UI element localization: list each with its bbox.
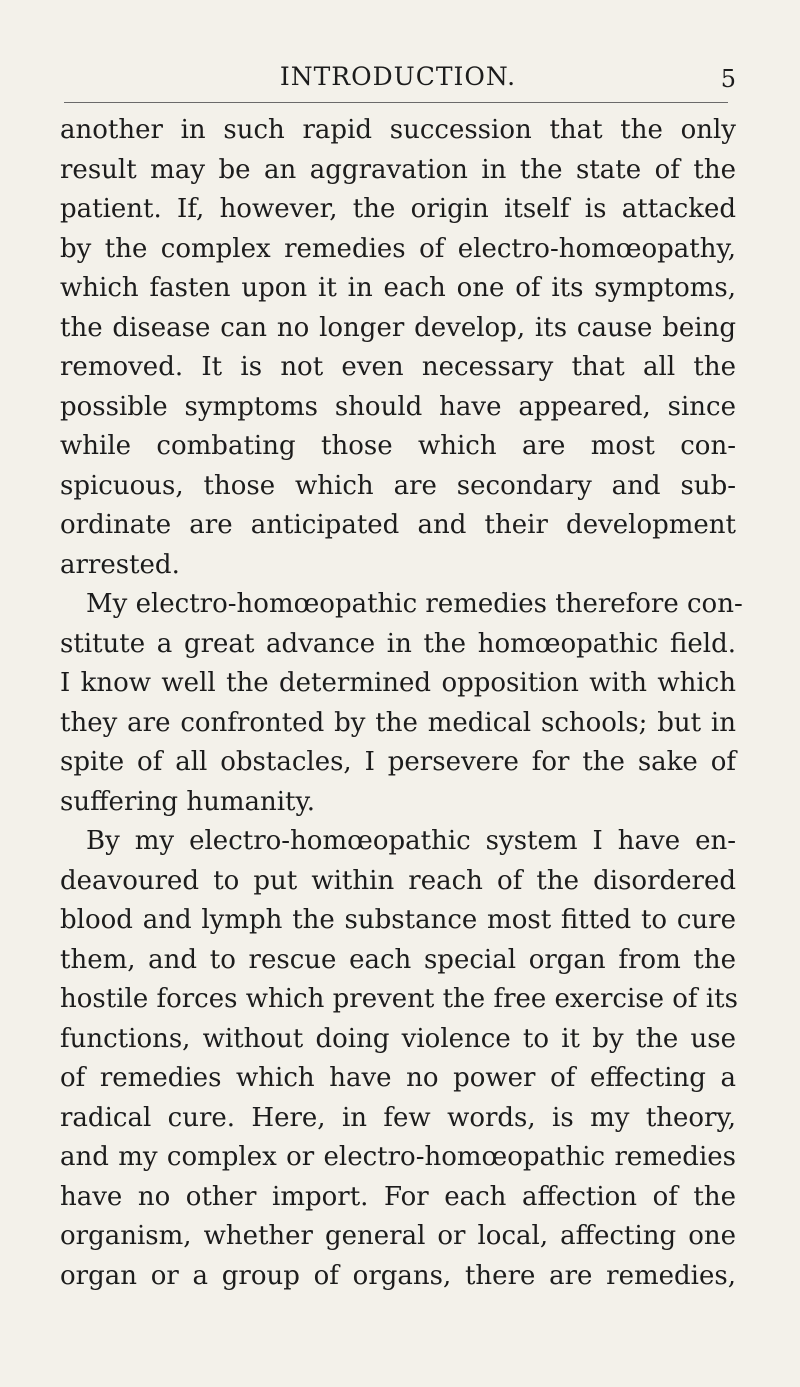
text-line: organism, whether general or local, affecting one — [60, 1221, 736, 1251]
text-line: while combating those which are most con- — [60, 431, 736, 461]
text-line: and my complex or electro-homœopathic remedies — [60, 1142, 736, 1172]
text-line: By my electro-homœopathic system I have en- — [86, 826, 736, 856]
text-line: possible symptoms should have appeared, since — [60, 391, 736, 422]
text-line: patient. If, however, the origin itself is attacked — [60, 194, 736, 224]
text-line: suffering humanity. — [60, 786, 315, 817]
running-title: INTRODUCTION. — [279, 62, 517, 91]
text-line: spicuous, those which are secondary and sub- — [60, 470, 736, 501]
text-line: I know well the determined opposition with which — [60, 668, 736, 698]
text-line: removed. It is not even necessary that all the — [60, 352, 736, 382]
text-line: blood and lymph the substance most fitted to cure — [60, 905, 736, 935]
header-rule — [64, 102, 728, 103]
text-line: functions, without doing violence to it by the use — [60, 1023, 736, 1054]
text-line: them, and to rescue each special organ from the — [60, 944, 736, 975]
text-line: which fasten upon it in each one of its symptoms, — [60, 273, 736, 303]
text-line: organ or a group of organs, there are remedies, — [60, 1260, 736, 1291]
text-line: they are confronted by the medical schools; but in — [60, 707, 736, 738]
text-line: ordinate are anticipated and their development — [60, 510, 736, 540]
page-number: 5 — [720, 65, 736, 93]
text-line: My electro-homœopathic remedies therefore con- — [86, 589, 743, 619]
text-line: deavoured to put within reach of the disordered — [60, 865, 736, 896]
paragraph-2 — [60, 585, 743, 822]
text-line: radical cure. Here, in few words, is my theory, — [60, 1102, 736, 1133]
paragraph-3 — [60, 822, 736, 1296]
running-head — [60, 58, 736, 106]
text-line: result may be an aggravation in the state of the — [60, 154, 736, 185]
text-line: arrested. — [60, 549, 180, 580]
paragraph-1 — [60, 111, 736, 585]
text-line: stitute a great advance in the homœopathic field. — [60, 628, 736, 659]
text-line: spite of all obstacles, I persevere for the sake of — [60, 747, 736, 777]
text-line: the disease can no longer develop, its cause being — [60, 312, 736, 343]
text-line: hostile forces which prevent the free exercise of its — [60, 984, 738, 1014]
text-line: have no other import. For each affection of the — [60, 1181, 736, 1212]
text-line: another in such rapid succession that the only — [60, 115, 736, 145]
text-line: by the complex remedies of electro-homœopathy, — [60, 233, 736, 264]
text-line: of remedies which have no power of effecting a — [60, 1063, 736, 1093]
body-text — [60, 111, 743, 1296]
